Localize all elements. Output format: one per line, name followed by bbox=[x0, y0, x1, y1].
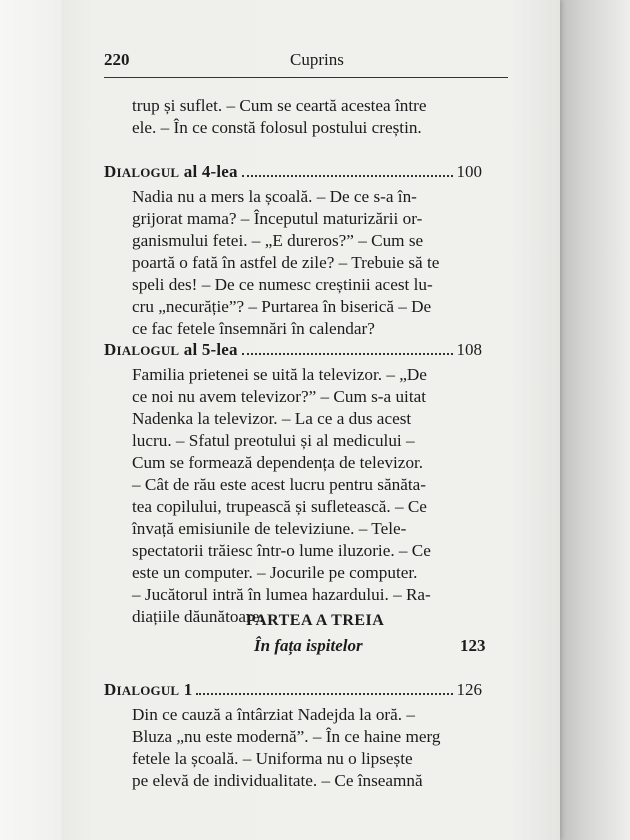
text-line: spectatorii trăiesc într-o lume iluzorie. – Ce bbox=[132, 541, 431, 560]
toc-entry-label: DIALOGUL 1 bbox=[104, 680, 193, 699]
text-line: – Cât de rău este acest lucru pentru sănăta- bbox=[132, 475, 426, 494]
text-line: Nadia nu a mers la școală. – De ce s-a în- bbox=[132, 187, 417, 206]
running-header bbox=[104, 50, 508, 72]
text-line: ce fac fetele însemnări în calendar? bbox=[132, 319, 375, 338]
text-line: Cum se formează dependența de televizor. bbox=[132, 453, 424, 472]
text-line: speli des! – De ce numesc creștinii acest lu- bbox=[132, 275, 433, 294]
text-line: este un computer. – Jocurile pe computer. bbox=[132, 563, 418, 582]
text-line: cru „necurăție”? – Purtarea în biserică – De bbox=[132, 297, 432, 316]
text-line: grijorat mama? – Începutul maturizării or- bbox=[132, 209, 423, 228]
running-title: Cuprins bbox=[290, 50, 344, 69]
toc-entry-dialogul-4 bbox=[104, 160, 482, 182]
toc-page-number: 108 bbox=[456, 340, 482, 359]
text-line: Nadenka la televizor. – La ce a dus acest bbox=[132, 409, 412, 428]
dot-leader bbox=[196, 693, 452, 695]
text-line: ce noi nu avem televizor?” – Cum s-a uitat bbox=[132, 387, 426, 406]
toc-entry-label: DIALOGUL al 4-lea bbox=[104, 162, 238, 181]
dot-leader bbox=[242, 175, 453, 177]
text-line: tea copilului, trupească și sufletească. – Ce bbox=[132, 497, 427, 516]
text-line: ganismului fetei. – „E dureros?” – Cum se bbox=[132, 231, 424, 250]
dot-leader bbox=[242, 353, 453, 355]
entry-summary bbox=[132, 704, 484, 792]
text-line: trup și suflet. – Cum se ceartă acestea între bbox=[132, 96, 427, 115]
text-line: – Jucătorul intră în lumea hazardului. – Ra- bbox=[132, 585, 431, 604]
toc-page-number: 126 bbox=[456, 680, 482, 699]
header-rule bbox=[104, 77, 508, 78]
page-number: 220 bbox=[104, 50, 130, 69]
toc-entry-dialogul-1 bbox=[104, 678, 482, 700]
toc-entry-dialogul-5 bbox=[104, 338, 482, 360]
text-line: diațiile dăunătoare. bbox=[132, 607, 264, 626]
part-subtitle: În fața ispitelor bbox=[254, 636, 363, 655]
entry-summary bbox=[132, 186, 484, 340]
text-line: poartă o fată în astfel de zile? – Trebuie să te bbox=[132, 253, 440, 272]
text-line: Familia prietenei se uită la televizor. – „De bbox=[132, 365, 427, 384]
toc-page-number: 100 bbox=[456, 162, 482, 181]
continuation-paragraph bbox=[132, 95, 484, 139]
background-right bbox=[552, 0, 630, 840]
text-line: Bluza „nu este modernă”. – În ce haine merg bbox=[132, 727, 441, 746]
text-line: ele. – În ce constă folosul postului creștin. bbox=[132, 118, 422, 137]
text-line: învață emisiunile de televiziune. – Tele- bbox=[132, 519, 407, 538]
text-line: Din ce cauză a întârziat Nadejda la oră. – bbox=[132, 705, 415, 724]
text-line: pe elevă de individualitate. – Ce înseamnă bbox=[132, 771, 423, 790]
text-line: lucru. – Sfatul preotului și al medicului – bbox=[132, 431, 415, 450]
text-line: fetele la școală. – Uniforma nu o lipsește bbox=[132, 749, 413, 768]
entry-summary bbox=[132, 364, 484, 628]
part-title: PARTEA A TREIA bbox=[246, 612, 385, 629]
background-left bbox=[0, 0, 68, 840]
part-page-number: 123 bbox=[460, 636, 486, 655]
toc-entry-label: DIALOGUL al 5-lea bbox=[104, 340, 238, 359]
